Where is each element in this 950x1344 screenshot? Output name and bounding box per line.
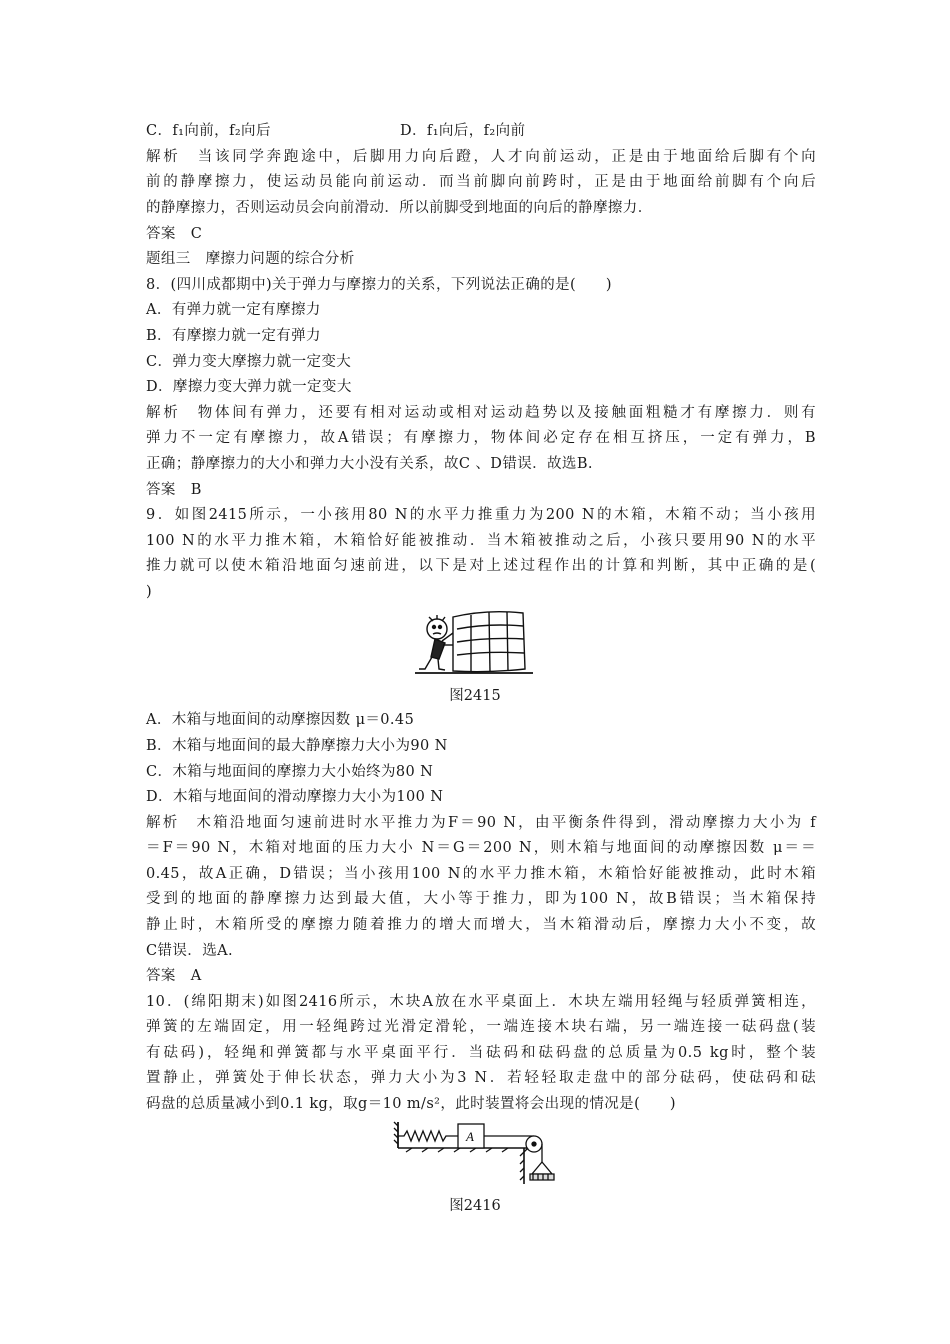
q9-option-a: A．木箱与地面间的动摩擦因数 μ＝0.45	[146, 712, 415, 728]
q7-answer: 答案 C	[146, 226, 203, 242]
q7-analysis-line: 解析 当该同学奔跑途中，后脚用力向后蹬，人才向前运动，正是由于地面给后脚有个向	[146, 149, 816, 165]
q7-option-d: D．f₁向后，f₂向前	[400, 123, 526, 139]
q7-analysis-line: 的静摩擦力，否则运动员会向前滑动．所以前脚受到地面的向后的静摩擦力．	[146, 200, 653, 216]
q8-analysis-line: 解析 物体间有弹力，还要有相对运动或相对运动趋势以及接触面粗糙才有摩擦力．则有	[146, 405, 816, 421]
q8-option-c: C．弹力变大摩擦力就一定变大	[146, 354, 352, 370]
child-pushing-crate-figure	[415, 603, 535, 678]
q10-stem-line: 10．(绵阳期末)如图2416所示，木块A放在水平桌面上．木块左端用轻绳与轻质弹簧相连，	[146, 994, 816, 1010]
q7-option-c: C．f₁向前，f₂向后	[146, 123, 271, 139]
q8-option-b: B．有摩擦力就一定有弹力	[146, 328, 321, 344]
q8-option-a: A．有弹力就一定有摩擦力	[146, 302, 321, 318]
q9-analysis-line: ＝F＝90 N，木箱对地面的压力大小 N＝G＝200 N，则木箱与地面间的动摩擦因数 μ＝＝	[146, 840, 816, 856]
q9-analysis-line: 0.45，故A正确，D错误；当小孩用100 N的水平力推木箱，木箱恰好能被推动，此时木箱	[146, 866, 816, 882]
spring-block-pulley-figure	[392, 1118, 562, 1186]
section-heading: 题组三 摩擦力问题的综合分析	[146, 251, 355, 267]
q9-analysis-line: 解析 木箱沿地面匀速前进时水平推力为F＝90 N，由平衡条件得到，滑动摩擦力大小为 f	[146, 815, 816, 831]
q9-stem-line: 100 N的水平力推木箱，木箱恰好能被推动．当木箱被推动之后，小孩只要用90 N的水平	[146, 533, 816, 549]
q9-stem-line: 推力就可以使木箱沿地面匀速前进，以下是对上述过程作出的计算和判断，其中正确的是(	[146, 558, 816, 574]
q7-analysis-line: 前的静摩擦力，使运动员能向前运动．而当前脚向前跨时，正是由于地面给前脚有个向后	[146, 174, 816, 190]
q9-analysis-line: 静止时，木箱所受的摩擦力随着推力的增大而增大，当木箱滑动后，摩擦力大小不变，故	[146, 917, 816, 933]
figure-caption-2416: 图2416	[449, 1198, 501, 1214]
q9-option-b: B．木箱与地面间的最大静摩擦力大小为90 N	[146, 738, 448, 754]
q8-stem: 8．(四川成都期中)关于弹力与摩擦力的关系，下列说法正确的是( )	[146, 277, 612, 293]
q8-answer: 答案 B	[146, 482, 202, 498]
q9-analysis-line: 受到的地面的静摩擦力达到最大值，大小等于推力，即为100 N，故B错误；当木箱保持	[146, 891, 816, 907]
figure-caption-2415: 图2415	[449, 688, 501, 704]
block-a-label: A	[466, 1129, 474, 1144]
q9-analysis-line: C错误．选A.	[146, 943, 233, 959]
q10-stem-line: 弹簧的左端固定，用一轻绳跨过光滑定滑轮，一端连接木块右端，另一端连接一砝码盘(装	[146, 1019, 816, 1035]
q8-option-d: D．摩擦力变大弹力就一定变大	[146, 379, 352, 395]
q9-answer: 答案 A	[146, 968, 202, 984]
q9-option-c: C．木箱与地面间的摩擦力大小始终为80 N	[146, 764, 434, 780]
q8-analysis-line: 弹力不一定有摩擦力，故A错误；有摩擦力，物体间必定存在相互挤压，一定有弹力，B	[146, 430, 816, 446]
q10-stem-line: 有砝码)，轻绳和弹簧都与水平桌面平行．当砝码和砝码盘的总质量为0.5 kg时，整个装	[146, 1045, 816, 1061]
q10-stem-line: 置静止，弹簧处于伸长状态，弹力大小为3 N．若轻轻取走盘中的部分砝码，使砝码和砝	[146, 1070, 816, 1086]
q9-stem-line: )	[146, 584, 153, 600]
q9-option-d: D．木箱与地面间的滑动摩擦力大小为100 N	[146, 789, 444, 805]
q8-analysis-line: 正确；静摩擦力的大小和弹力大小没有关系，故C 、D错误．故选B.	[146, 456, 593, 472]
q9-stem-line: 9．如图2415所示，一小孩用80 N的水平力推重力为200 N的木箱，木箱不动；当小孩用	[146, 507, 816, 523]
q10-stem-line: 码盘的总质量减小到0.1 kg，取g＝10 m/s²，此时装置将会出现的情况是( )	[146, 1096, 676, 1112]
